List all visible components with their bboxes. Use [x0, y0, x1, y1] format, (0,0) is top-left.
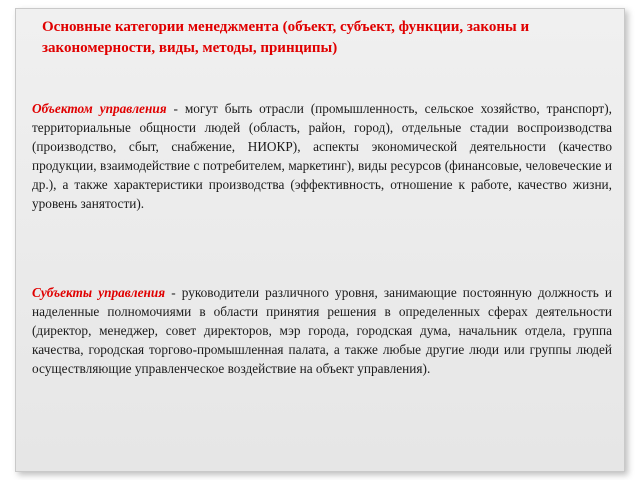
object-paragraph: [32, 99, 612, 213]
object-term: Объектом управления: [32, 101, 167, 116]
slide-title: Основные категории менеджмента (объект, субъект, функции, законы и закономерности, виды, методы, принципы): [42, 19, 530, 56]
subjects-term: Субъекты управления: [32, 285, 166, 300]
object-definition: - могут быть отрасли (промышленность, сельское хозяйство, транспорт), территориальные общности людей (область, район, город), отдельные стадии воспроизводства (производство, сбыт, снабжение, НИОКР), аспекты экономической деятельности (качество продукции, взаимодействие с потребителем, маркетинг), виды ресурсов (финансовые, человеческие и др.), а также характеристики производства (эффективность, отношение к работе, качество жизни, уровень занятости).: [32, 101, 612, 211]
subjects-paragraph: [32, 283, 612, 378]
subjects-definition: - руководители различного уровня, занимающие постоянную должность и наделенные полномочиями в области принятия решения в определенных сферах деятельности (директор, менеджер, совет директоров, мэр города, городская дума, начальник отдела, группа качества, городская торгово-промышленная палата, а также любые другие люди или группы людей осуществляющие управленческое воздействие на объект управления).: [32, 285, 613, 376]
slide-content: [32, 17, 612, 378]
slide-frame: [15, 8, 625, 472]
